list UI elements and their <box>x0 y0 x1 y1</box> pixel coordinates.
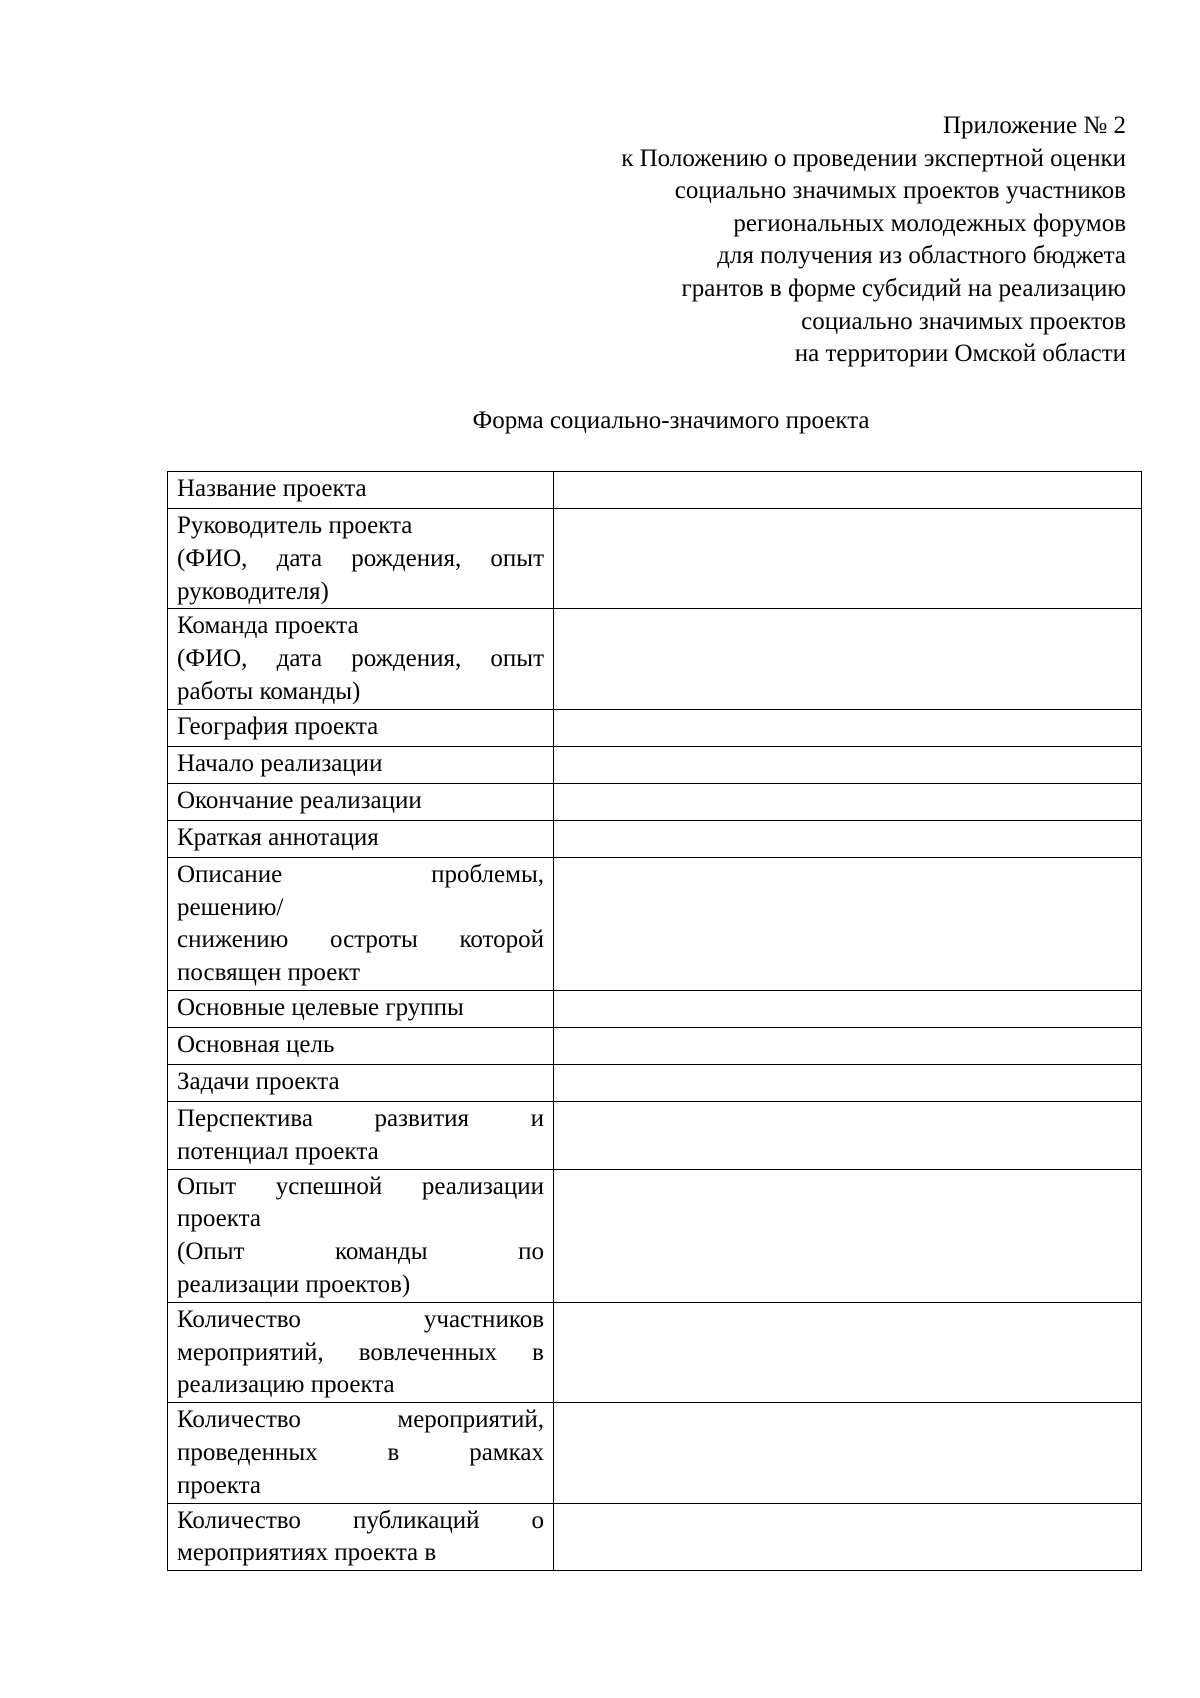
field-label-line: проекта <box>177 1471 261 1499</box>
field-value-cell[interactable] <box>554 1403 1142 1503</box>
field-label <box>168 1028 553 1062</box>
field-label-line: Количество мероприятий, <box>177 1406 544 1434</box>
field-value-cell[interactable] <box>554 820 1142 857</box>
header-line: к Положению о проведении экспертной оценки <box>621 144 1126 172</box>
field-value-cell[interactable] <box>554 1064 1142 1101</box>
form-table-body <box>168 472 1142 1571</box>
field-value-cell[interactable] <box>554 609 1142 709</box>
field-label <box>168 509 553 608</box>
table-row <box>168 1064 1142 1101</box>
field-label-line: Количество участников <box>177 1305 544 1333</box>
field-label-line: Задачи проекта <box>177 1067 340 1095</box>
field-label-line: Опыт успешной реализации <box>177 1172 544 1200</box>
field-label-line: посвящен проект <box>177 959 361 987</box>
table-row <box>168 820 1142 857</box>
field-value-cell[interactable] <box>554 472 1142 509</box>
table-row <box>168 1503 1142 1571</box>
field-label-cell <box>168 1169 554 1302</box>
field-label-line: мероприятий, вовлеченных в <box>177 1338 544 1366</box>
field-label-line: Руководитель проекта <box>177 512 413 539</box>
field-label <box>168 710 553 744</box>
table-row <box>168 509 1142 609</box>
table-row <box>168 990 1142 1027</box>
field-label-line: Количество публикаций о <box>177 1506 544 1534</box>
header-line: социально значимых проектов <box>801 307 1126 335</box>
field-label-line: (ФИО, дата рождения, опыт <box>177 544 544 572</box>
field-value-cell[interactable] <box>554 1027 1142 1064</box>
field-label <box>168 609 553 708</box>
field-label-line: снижению остроты которой <box>177 926 544 954</box>
table-row <box>168 1027 1142 1064</box>
field-label-line: работы команды) <box>177 677 361 705</box>
field-label-line: реализации проектов) <box>177 1270 411 1298</box>
field-value-cell[interactable] <box>554 1302 1142 1402</box>
field-label-line: Название проекта <box>177 475 367 502</box>
field-label-cell <box>168 709 554 746</box>
header-line: социально значимых проектов участников <box>674 177 1126 205</box>
field-label-cell <box>168 1027 554 1064</box>
field-value-cell[interactable] <box>554 857 1142 990</box>
field-value-cell[interactable] <box>554 746 1142 783</box>
form-title: Форма социально-значимого проекта <box>472 407 870 434</box>
field-label-line: проведенных в рамках <box>177 1438 544 1466</box>
table-row <box>168 1403 1142 1503</box>
field-label-line: Краткая аннотация <box>177 823 379 851</box>
table-row <box>168 1101 1142 1169</box>
field-label <box>168 472 553 506</box>
field-label <box>168 747 553 781</box>
field-label-line: География проекта <box>177 712 379 740</box>
field-label <box>168 991 553 1025</box>
field-label-cell <box>168 990 554 1027</box>
field-label-cell <box>168 1064 554 1101</box>
field-label-cell <box>168 609 554 709</box>
field-label-cell <box>168 857 554 990</box>
table-row <box>168 1169 1142 1302</box>
field-value-cell[interactable] <box>554 1169 1142 1302</box>
field-label <box>168 858 553 990</box>
table-row <box>168 1302 1142 1402</box>
field-label-line: (ФИО, дата рождения, опыт <box>177 645 544 673</box>
field-label-line: руководителя) <box>177 577 329 605</box>
field-label-line: потенциал проекта <box>177 1137 379 1165</box>
field-label <box>168 1102 553 1169</box>
field-label <box>168 1504 553 1571</box>
table-row <box>168 746 1142 783</box>
appendix-number: Приложение № 2 <box>942 112 1126 139</box>
field-label <box>168 784 553 818</box>
field-value-cell[interactable] <box>554 783 1142 820</box>
field-label <box>168 1170 553 1302</box>
header-line: региональных молодежных форумов <box>733 209 1126 237</box>
field-label-line: Начало реализации <box>177 749 383 777</box>
field-label-line: Окончание реализации <box>177 786 422 814</box>
field-value-cell[interactable] <box>554 1101 1142 1169</box>
field-label-cell <box>168 746 554 783</box>
header-line: на территории Омской области <box>794 340 1126 368</box>
field-label-line: Описание проблемы, <box>177 860 544 888</box>
field-label-line: проекта <box>177 1205 261 1233</box>
document-header <box>486 110 1126 371</box>
field-label-cell <box>168 472 554 509</box>
field-label <box>168 1065 553 1099</box>
header-line: грантов в форме субсидий на реализацию <box>681 274 1126 302</box>
field-value-cell[interactable] <box>554 990 1142 1027</box>
field-label-cell <box>168 783 554 820</box>
field-label-line: Перспектива развития и <box>177 1104 544 1132</box>
field-label-line: реализацию проекта <box>177 1371 395 1399</box>
header-line: для получения из областного бюджета <box>717 242 1126 270</box>
field-label-line: решению/ <box>177 893 284 921</box>
project-form-table <box>167 471 1142 1571</box>
field-label-cell <box>168 1302 554 1402</box>
field-label-cell <box>168 1101 554 1169</box>
field-label-line: Команда проекта <box>177 612 359 640</box>
table-row <box>168 472 1142 509</box>
field-label-cell <box>168 509 554 609</box>
field-label-cell <box>168 1503 554 1571</box>
field-label <box>168 821 553 855</box>
field-value-cell[interactable] <box>554 709 1142 746</box>
table-row <box>168 609 1142 709</box>
field-label-cell <box>168 1403 554 1503</box>
field-label-line: Основная цель <box>177 1030 335 1058</box>
field-label-line: мероприятиях проекта в <box>177 1539 437 1567</box>
field-label-cell <box>168 820 554 857</box>
table-row <box>168 709 1142 746</box>
table-row <box>168 857 1142 990</box>
field-label <box>168 1403 553 1502</box>
field-value-cell[interactable] <box>554 509 1142 609</box>
table-row <box>168 783 1142 820</box>
field-value-cell[interactable] <box>554 1503 1142 1571</box>
field-label-line: Основные целевые группы <box>177 993 464 1021</box>
field-label-line: (Опыт команды по <box>177 1238 544 1266</box>
field-label <box>168 1303 553 1402</box>
